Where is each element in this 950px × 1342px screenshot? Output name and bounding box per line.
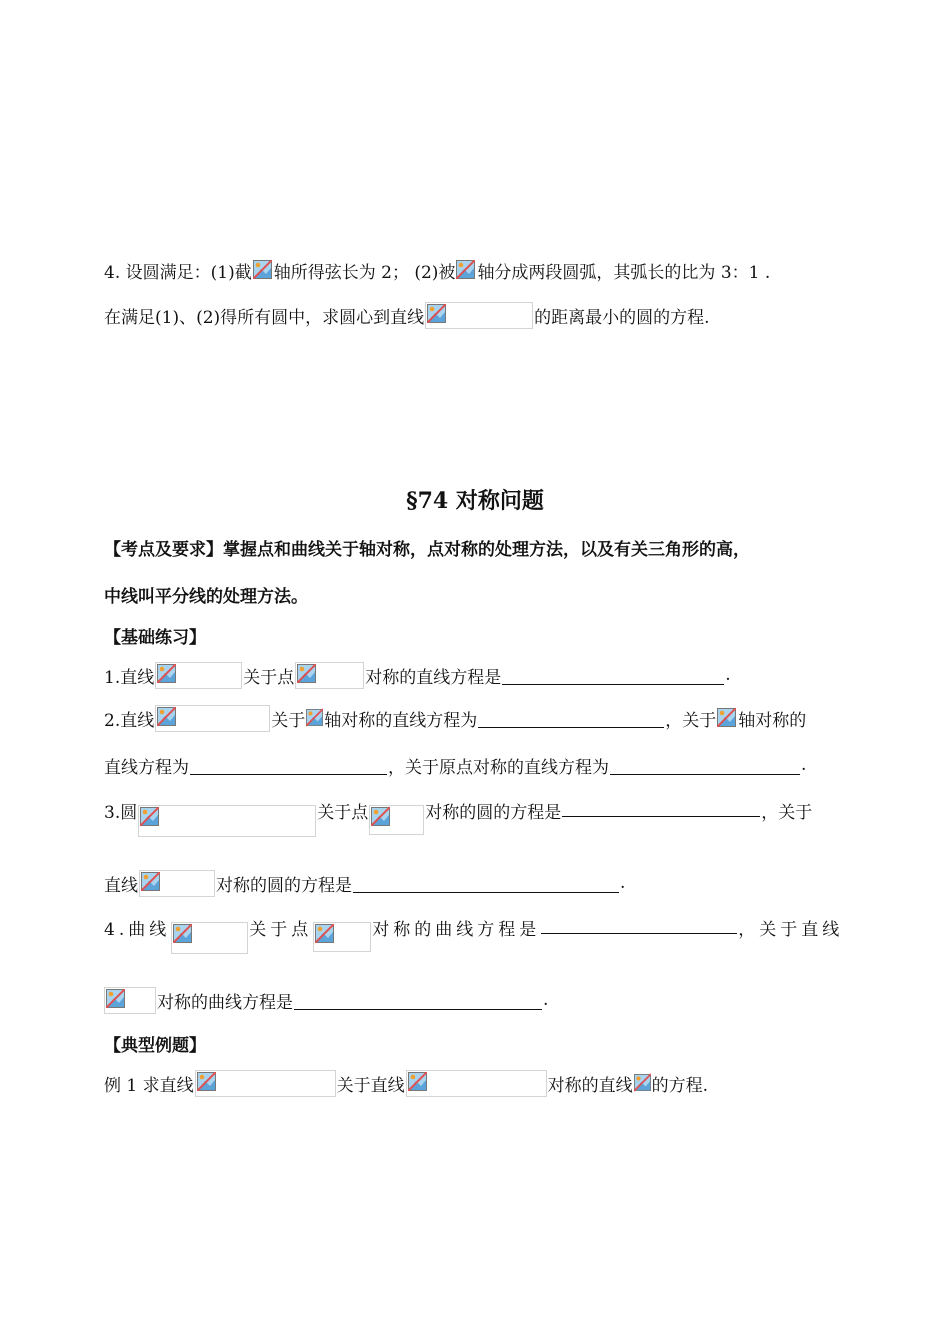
broken-image-icon [313, 922, 371, 952]
answer-blank[interactable] [502, 666, 724, 685]
basic-heading [104, 620, 848, 650]
text: 关于点 [317, 803, 369, 823]
broken-image-icon [295, 662, 364, 689]
text: 对称的曲线方程是 [372, 920, 541, 940]
text: 关于 [271, 710, 306, 731]
broken-image-icon [456, 260, 476, 280]
broken-image-icon [634, 1073, 651, 1093]
broken-image-icon [717, 708, 737, 728]
text: ，关于 [761, 803, 813, 823]
broken-image-icon [139, 870, 215, 897]
text: 【基础练习】 [104, 627, 206, 648]
text: 中线叫平分线的处理方法。 [104, 586, 308, 607]
kaodian-line2 [104, 579, 848, 609]
question-1 [104, 660, 848, 690]
kaodian-line1 [104, 532, 848, 562]
question-2-line1 [104, 703, 848, 733]
broken-image-icon [195, 1070, 336, 1097]
text: 对称的圆的方程是 [216, 875, 352, 896]
text: 轴对称的 [738, 710, 807, 731]
broken-image-icon [155, 705, 270, 732]
text: 的方程. [651, 1075, 709, 1096]
broken-image-icon [104, 987, 156, 1014]
problem4-line1 [104, 255, 848, 285]
text: 直线 [104, 875, 138, 896]
answer-blank[interactable] [353, 874, 619, 893]
text: 关于点 [249, 920, 313, 940]
answer-blank[interactable] [478, 709, 664, 728]
text: 轴对称的直线方程为 [324, 710, 478, 731]
question-4-line2 [104, 985, 848, 1015]
text: 例 1 求直线 [104, 1075, 194, 1096]
broken-image-icon [406, 1070, 547, 1097]
section-title: §74 对称问题 [406, 488, 544, 514]
answer-blank[interactable] [294, 991, 542, 1010]
text: 【典型例题】 [104, 1035, 206, 1056]
answer-blank[interactable] [610, 756, 800, 775]
answer-blank[interactable] [562, 798, 760, 817]
question-4-line1 [104, 912, 848, 956]
question-3-line1 [104, 795, 848, 839]
broken-image-icon [369, 805, 424, 835]
text: ，关于原点对称的直线方程为 [388, 757, 609, 778]
text: 在满足(1)、(2)得所有圆中，求圆心到直线 [104, 307, 425, 328]
text: 关于点 [243, 667, 295, 688]
text: . [543, 990, 549, 1010]
text: 轴所得弦长为 2； (2)被 [273, 262, 456, 283]
broken-image-icon [253, 260, 273, 280]
example-heading [104, 1028, 848, 1058]
problem4-line2 [104, 300, 848, 330]
example-1 [104, 1068, 848, 1098]
text: 的距离最小的圆的方程. [534, 307, 710, 328]
text: 【考点及要求】掌握点和曲线关于轴对称，点对称的处理方法，以及有关三角形的高， [104, 539, 750, 560]
text: 4.曲线 [104, 920, 171, 940]
answer-blank[interactable] [541, 915, 737, 934]
text: 对称的曲线方程是 [157, 992, 293, 1013]
answer-blank[interactable] [190, 756, 387, 775]
broken-image-icon [306, 708, 323, 728]
text: 关于直线 [336, 1075, 405, 1096]
text: . [801, 755, 807, 775]
text: . [725, 665, 731, 685]
text: 对称的圆的方程是 [425, 803, 562, 823]
text: 3.圆 [104, 803, 138, 823]
question-3-line2 [104, 868, 848, 898]
text: 对称的直线 [547, 1075, 633, 1096]
text: ，关于直线 [738, 920, 844, 940]
broken-image-icon [425, 302, 533, 329]
text: . [620, 873, 626, 893]
text: 4. 设圆满足：(1)截 [104, 262, 252, 283]
text: 1.直线 [104, 667, 155, 688]
question-2-line2 [104, 750, 848, 780]
text: 对称的直线方程是 [365, 667, 502, 688]
text: 2.直线 [104, 710, 155, 731]
broken-image-icon [171, 922, 248, 954]
text: 轴分成两段圆弧，其弧长的比为 3：1 . [477, 262, 771, 283]
broken-image-icon [155, 662, 242, 689]
text: ，关于 [665, 710, 717, 731]
text: 直线方程为 [104, 757, 189, 778]
broken-image-icon [138, 805, 316, 837]
